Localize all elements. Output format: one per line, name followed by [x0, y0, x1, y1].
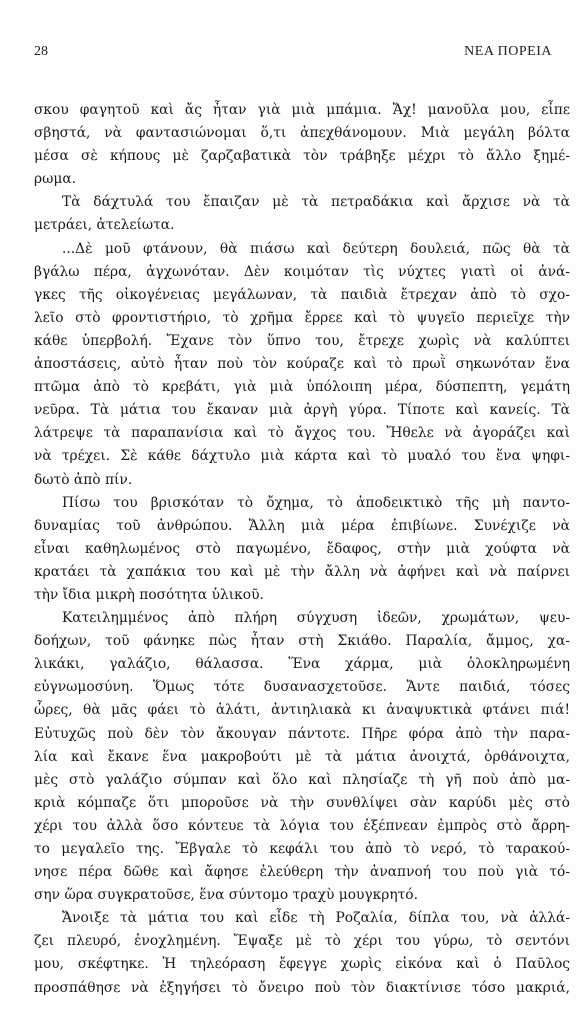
text-line: λικάκι, γαλάζιο, θάλασσα. Ἕνα χάρμα, μιὰ ὁλοκληρωμένη	[34, 656, 570, 673]
text-line: ἀποστάσεις, αὐτὸ ἦταν ποὺ τὸν κούραζε καὶ τὸ πρωῒ σηκωνόταν ἕνα	[34, 356, 570, 373]
text-line: τὴν ἴδια μικρὴ ποσότητα ὑλικοῦ.	[34, 586, 264, 603]
text-line: ὧρες, θὰ μᾶς φάει τὸ ἁλάτι, ἀντιηλιακὰ κι ἀναψυκτικὰ φτάνει πιά!	[34, 702, 570, 719]
text-line: λάτρεψε τὰ παραπανίσια καὶ τὸ ἄγχος του. Ἤθελε νὰ ἀγοράζει καὶ	[34, 425, 570, 442]
text-line: Ἄνοιξε τὰ μάτια του καὶ εἶδε τὴ Ροζαλία, δίπλα του, νὰ ἀλλά-	[62, 910, 570, 927]
body-text	[34, 99, 570, 1000]
page-number: 28	[34, 44, 48, 59]
text-line: σκου φαγητοῦ καὶ ἄς ἦταν γιὰ μιὰ μπάμια. Ἄχ! μανοῦλα μου, εἶπε	[34, 102, 570, 118]
text-line: πτῶμα ἀπὸ τὸ κρεβάτι, γιὰ μιὰ ὑπόλοιπη μέρα, δύσπεπτη, γεμάτη	[34, 379, 570, 396]
text-line: νεῦρα. Τὰ μάτια του ἔκαναν μιὰ ἀργὴ γύρα. Τίποτε καὶ κανείς. Τὰ	[34, 402, 570, 419]
text-line: εἶναι καθηλωμένος στὸ παγωμένο, ἔδαφος, στὴν μιὰ χούφτα νὰ	[34, 540, 570, 557]
text-line: γκες τῆς οἰκογένειας μεγάλωναν, τὰ παιδιὰ ἔτρεχαν ἀπὸ τὸ σχο-	[34, 286, 570, 303]
text-line: λία καὶ ἔκανε ἕνα μακροβούτι μὲ τὰ μάτια ἀνοιχτά, ὀρθάνοιχτα,	[34, 748, 570, 765]
text-line: μου, σκέφτηκε. Ἡ τηλεόραση ἔφεγγε χωρὶς εἰκόνα καὶ ὁ Παῦλος	[34, 956, 570, 973]
text-line: σην ὥρα συγκρατοῦσε, ἕνα σύντομο τραχὺ μουγκρητό.	[34, 887, 418, 904]
text-line: Εὐτυχῶς ποὺ δὲν τὸν ἄκουγαν πάντοτε. Πῆρε φόρα ἀπὸ τὴν παρα-	[34, 725, 570, 742]
text-line: μέσα σὲ κήπους μὲ ζαρζαβατικὰ τὸν τράβηξε μέχρι τὸ ἄλλο ξημέ-	[34, 148, 570, 165]
text-line: νησε πέρα δῶθε καὶ ἄφησε ἐλεύθερη τὴν ἀναπνοή του ποὺ γιὰ τό-	[34, 864, 570, 881]
text-line: δυναμίας τοῦ ἀνθρώπου. Ἄλλη μιὰ μέρα ἐπιβίωνε. Συνέχιζε νὰ	[34, 517, 570, 534]
text-line: ρωμα.	[34, 171, 77, 188]
text-line: βγάλω πέρα, ἀγχωνόταν. Δὲν κοιμόταν τὶς νύχτες γιατὶ οἱ ἀνά-	[34, 263, 570, 280]
text-line: σβηστά, νὰ φαντασιώνομαι ὅ,τι ἀπεχθάνομουν. Μιὰ μεγάλη βόλτα	[34, 125, 570, 142]
text-line: δοήχων, τοῦ φάνηκε πὼς ἦταν στὴ Σκιάθο. Παραλία, ἄμμος, χα-	[34, 633, 570, 650]
text-line: μὲς στὸ γαλάζιο σύμπαν καὶ ὅλο καὶ πλησίαζε τὴ γῆ ποὺ ἀπὸ μα-	[34, 771, 570, 788]
running-head	[34, 44, 552, 64]
text-line: Πίσω του βρισκόταν τὸ ὄχημα, τὸ ἀποδεικτικὸ τῆς μὴ παντο-	[62, 494, 570, 511]
text-line: ...Δὲ μοῦ φτάνουν, θὰ πιάσω καὶ δεύτερη δουλειά, πῶς θὰ τὰ	[62, 240, 570, 257]
text-line: κρατάει τὰ χαπάκια του καὶ μὲ τὴν ἄλλη νὰ ἀφήνει καὶ νὰ παίρνει	[34, 563, 570, 580]
text-line: Κατειλημμένος ἀπὸ πλήρη σύγχυση ἰδεῶν, χρωμάτων, ψευ-	[62, 610, 570, 627]
text-line: εὐγνωμοσύνη. Ὅμως τότε δυσανασχετοῦσε. Ἄντε παιδιά, τόσες	[34, 679, 570, 696]
text-line: προσπάθησε νὰ ἐξηγήσει τὸ ὄνειρο ποὺ τὸν διακτίνισε τόσο μακριά,	[34, 979, 570, 996]
text-line: νὰ τρέχει. Σὲ κάθε δάχτυλο μιὰ κάρτα καὶ τὸ μυαλό του ἕνα ψηφι-	[34, 448, 570, 465]
text-line: χέρι του ἀλλὰ ὅσο κόντευε τὰ λόγια του ἐξέπνεαν ἐμπρὸς στὸ ἄρρη-	[34, 817, 570, 834]
text-line: μετράει, ἀτελείωτα.	[34, 217, 175, 234]
text-line: Τὰ δάχτυλά του ἔπαιζαν μὲ τὰ πετραδάκια καὶ ἄρχισε νὰ τὰ	[62, 194, 570, 211]
text-line: το μεγαλεῖο της. Ἔβγαλε τὸ κεφάλι του ἀπὸ τὸ νερό, τὸ ταρακού-	[34, 841, 570, 857]
text-line: κάθε ὑπερβολή. Ἔχανε τὸν ὕπνο του, ἔτρεχε χωρὶς νὰ καλύπτει	[34, 332, 570, 349]
text-line: ζει πλευρό, ἐνοχλημένη. Ἔψαξε μὲ τὸ χέρι του γύρω, τὸ σεντόνι	[34, 933, 570, 950]
text-line: κριὰ κόμπαζε ὅτι μποροῦσε νὰ τὴν συνθλίψει σὰν καρύδι μὲς στὸ	[34, 794, 570, 811]
text-line: δωτὸ ἀπὸ πίν.	[34, 471, 133, 488]
journal-title: ΝΕΑ ΠΟΡΕΙΑ	[464, 44, 552, 59]
text-line: λεῖο στὸ φροντιστήριο, τὸ χρῆμα ἔρρεε καὶ τὸ ψυγεῖο περιεῖχε τὴν	[34, 309, 570, 326]
